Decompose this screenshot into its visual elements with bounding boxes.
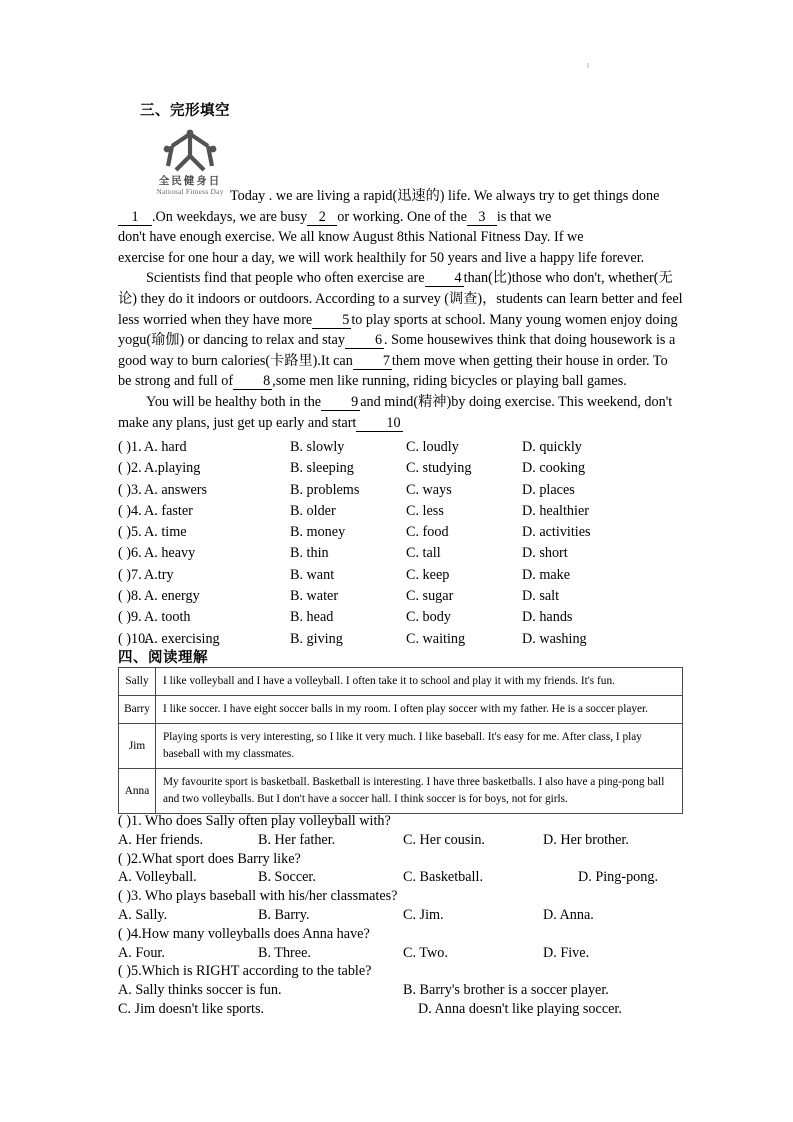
cloze-p1-line1: Today . we are living a rapid(迅速的) life. We always try to get things done — [230, 188, 660, 204]
question-choice-a[interactable]: A. Volleyball. — [118, 869, 197, 886]
option-choice-a[interactable]: A. time — [144, 524, 187, 541]
option-choice-c[interactable]: C. studying — [406, 460, 472, 477]
option-choice-d[interactable]: D. healthier — [522, 502, 589, 519]
question-options-row — [118, 1000, 688, 1019]
cloze-blank-6[interactable]: 6 — [345, 333, 384, 349]
option-choice-c[interactable]: C. tall — [406, 545, 441, 562]
option-choice-d[interactable]: D. salt — [522, 588, 560, 605]
cloze-options-list — [118, 437, 684, 650]
question-stem[interactable]: ( )1. Who does Sally often play volleyball with? — [118, 813, 391, 829]
cloze-blank-5[interactable]: 5 — [312, 313, 351, 329]
cloze-p1-line3: don't have enough exercise. We all know August 8this National Fitness Day. If we — [118, 229, 584, 246]
question-choice-b[interactable]: B. Soccer. — [258, 869, 316, 886]
cloze-paragraph-3 — [118, 392, 684, 433]
option-choice-b[interactable]: B. head — [290, 609, 334, 626]
option-stem[interactable]: ( )6. — [118, 545, 142, 562]
cloze-blank-10[interactable]: 10 — [356, 416, 402, 432]
option-choice-c[interactable]: C. keep — [406, 566, 450, 583]
question-stem[interactable]: ( )3. Who plays baseball with his/her classmates? — [118, 888, 398, 905]
question-stem-row — [118, 962, 688, 981]
option-choice-c[interactable]: C. food — [406, 524, 449, 541]
option-choice-b[interactable]: B. sleeping — [290, 460, 354, 477]
option-choice-a[interactable]: A. energy — [144, 588, 200, 605]
option-choice-c[interactable]: C. waiting — [406, 630, 466, 647]
option-choice-a[interactable]: A. heavy — [144, 545, 196, 562]
question-stem[interactable]: ( )5.Which is RIGHT according to the table? — [118, 963, 372, 980]
question-choice-d[interactable]: D. Anna doesn't like playing soccer. — [418, 1000, 622, 1017]
option-choice-d[interactable]: D. quickly — [522, 439, 582, 455]
question-choice-c[interactable]: C. Two. — [403, 944, 448, 961]
option-row — [118, 480, 684, 501]
question-stem[interactable]: ( )2.What sport does Barry like? — [118, 850, 301, 867]
option-choice-a[interactable]: A. tooth — [144, 609, 191, 626]
option-stem[interactable]: ( )10. — [118, 630, 149, 647]
question-choice-b[interactable]: B. Three. — [258, 944, 311, 961]
option-choice-b[interactable]: B. money — [290, 524, 346, 541]
question-choice-b[interactable]: B. Barry's brother is a soccer player. — [403, 982, 609, 999]
question-choice-b[interactable]: B. Barry. — [258, 906, 310, 923]
option-stem[interactable]: ( )7. — [118, 566, 142, 583]
table-cell-text: I like soccer. I have eight soccer balls in my room. I often play soccer with my father. He is a soccer player. — [156, 696, 683, 724]
option-choice-b[interactable]: B. problems — [290, 481, 360, 498]
question-stem-row — [118, 887, 688, 906]
logo-chinese-label: 全民健身日 — [158, 175, 222, 187]
question-options-row — [118, 868, 688, 887]
table-row — [119, 769, 683, 814]
cloze-p2-seg5: them move when getting their house in order. To be strong and full of — [118, 352, 668, 390]
option-row — [118, 543, 684, 564]
option-choice-c[interactable]: C. less — [406, 502, 444, 519]
option-choice-c[interactable]: C. loudly — [406, 439, 459, 455]
question-options-row — [118, 906, 688, 925]
cloze-p2-seg3: to play sports at school. Many young women enjoy doing yogu(瑜伽) or dancing to relax and stay — [118, 311, 678, 349]
table-cell-text: Playing sports is very interesting, so I like it very much. I like baseball. It's easy for me. After class, I play baseball with my classmates. — [156, 724, 683, 769]
question-choice-a[interactable]: A. Four. — [118, 944, 165, 961]
table-cell-text: My favourite sport is basketball. Basketball is interesting. I have three basketballs. I also have a ping-pong ball and two volleyballs. But I don't have a soccer hall. I think soccer is for boys, not for girls. — [156, 769, 683, 814]
cloze-p2-seg2: than(比)those who don't, whether(无论) they do it indoors or outdoors. According to a survey (调查)，students can learn better and feel less worried when they have more — [118, 270, 683, 328]
question-options-row — [118, 981, 688, 1000]
cloze-p2-seg1: Scientists find that people who often exercise are — [146, 270, 425, 287]
option-choice-c[interactable]: C. ways — [406, 481, 452, 498]
option-choice-d[interactable]: D. washing — [522, 630, 587, 647]
question-stem[interactable]: ( )4.How many volleyballs does Anna have? — [118, 925, 370, 942]
cloze-blank-3[interactable]: 3 — [467, 210, 497, 226]
question-choice-c[interactable]: C. Her cousin. — [403, 831, 485, 848]
option-choice-d[interactable]: D. short — [522, 545, 568, 562]
option-stem[interactable]: ( )9. — [118, 609, 142, 626]
cloze-p2-seg6: ,some men like running, riding bicycles or playing ball games. — [272, 373, 627, 390]
question-choice-d[interactable]: D. Anna. — [543, 906, 594, 923]
question-stem-row — [118, 850, 688, 869]
question-choice-d[interactable]: D. Her brother. — [543, 831, 629, 848]
question-options-row — [118, 944, 688, 963]
table-cell-name: Barry — [119, 696, 156, 724]
page-speck-mark — [587, 63, 589, 68]
option-choice-d[interactable]: D. hands — [522, 609, 573, 626]
cloze-p3-seg2: and mind(精神)by doing exercise. This weekend, don't make any plans, just get up early and start — [118, 393, 673, 431]
question-choice-c[interactable]: C. Jim. — [403, 906, 444, 923]
option-choice-a[interactable]: A. faster — [144, 502, 193, 519]
option-choice-b[interactable]: B. thin — [290, 545, 329, 562]
option-choice-a[interactable]: A.try — [144, 566, 174, 583]
table-cell-name: Sally — [119, 668, 156, 696]
cloze-blank-8[interactable]: 8 — [233, 374, 272, 390]
table-row — [119, 696, 683, 724]
question-choice-a[interactable]: A. Her friends. — [118, 831, 204, 848]
option-stem[interactable]: ( )4. — [118, 502, 142, 519]
option-choice-b[interactable]: B. giving — [290, 630, 343, 647]
cloze-paragraph-1 — [118, 186, 684, 268]
option-choice-c[interactable]: C. sugar — [406, 588, 454, 605]
question-stem-row — [118, 925, 688, 944]
cloze-passage — [118, 186, 684, 433]
question-choice-b[interactable]: B. Her father. — [258, 831, 336, 848]
cloze-paragraph-2 — [118, 268, 684, 392]
logo-english-label: National Fitness Day — [156, 187, 224, 196]
option-choice-d[interactable]: D. cooking — [522, 460, 586, 477]
question-choice-a[interactable]: A. Sally. — [118, 906, 168, 923]
reading-passage-table — [118, 667, 683, 814]
option-row — [118, 586, 684, 607]
table-row — [119, 668, 683, 696]
cloze-p2-seg4: . Some housewives think that doing housework is a good way to burn calories(卡路里).It can — [118, 332, 676, 369]
cloze-p1-seg2: or working. One of the — [337, 208, 467, 225]
cloze-blank-7[interactable]: 7 — [353, 354, 392, 370]
cloze-blank-1[interactable]: 1 — [118, 210, 152, 226]
option-row — [118, 501, 684, 522]
option-choice-d[interactable]: D. make — [522, 566, 571, 583]
option-choice-a[interactable]: A. hard — [144, 439, 187, 455]
table-cell-name: Jim — [119, 724, 156, 769]
section-heading-reading: 四、阅读理解 — [118, 650, 208, 666]
cloze-blank-9[interactable]: 9 — [321, 395, 360, 411]
option-choice-b[interactable]: B. water — [290, 588, 339, 605]
option-choice-a[interactable]: A. exercising — [144, 630, 220, 647]
option-choice-d[interactable]: D. places — [522, 481, 575, 498]
option-row — [118, 607, 684, 628]
option-choice-b[interactable]: B. slowly — [290, 439, 345, 455]
option-stem[interactable]: ( )3. — [118, 481, 142, 498]
question-choice-d[interactable]: D. Five. — [543, 944, 590, 961]
cloze-p3-seg1: You will be healthy both in the — [146, 393, 322, 410]
table-cell-text: I like volleyball and I have a volleyball. I often take it to school and play it with my friends. It's fun. — [156, 668, 683, 696]
cloze-p1-seg1: .On weekdays, we are busy — [152, 208, 308, 225]
option-row — [118, 437, 684, 458]
cloze-p1-seg3: is that we — [496, 208, 552, 225]
table-row — [119, 724, 683, 769]
table-cell-name: Anna — [119, 769, 156, 814]
option-choice-d[interactable]: D. activities — [522, 524, 591, 541]
option-stem[interactable]: ( )5. — [118, 524, 142, 541]
section-heading-cloze: 三、完形填空 — [140, 103, 230, 119]
fitness-figure-icon — [148, 126, 232, 176]
option-choice-b[interactable]: B. want — [290, 566, 335, 583]
option-choice-b[interactable]: B. older — [290, 502, 336, 519]
reading-questions-list — [118, 812, 688, 1019]
question-stem-row — [118, 812, 688, 831]
question-choice-c[interactable]: C. Basketball. — [403, 869, 483, 886]
question-options-row — [118, 831, 688, 850]
option-stem[interactable]: ( )2. — [118, 460, 142, 477]
option-choice-c[interactable]: C. body — [406, 609, 451, 626]
option-row — [118, 522, 684, 543]
question-choice-a[interactable]: A. Sally thinks soccer is fun. — [118, 982, 282, 999]
question-choice-c[interactable]: C. Jim doesn't like sports. — [118, 1000, 265, 1017]
option-row — [118, 565, 684, 586]
option-choice-a[interactable]: A.playing — [144, 460, 201, 477]
option-stem[interactable]: ( )1. — [118, 439, 142, 455]
cloze-blank-2[interactable]: 2 — [307, 210, 337, 226]
question-choice-d[interactable]: D. Ping-pong. — [578, 869, 659, 886]
cloze-blank-4[interactable]: 4 — [425, 271, 464, 287]
cloze-p1-line4: exercise for one hour a day, we will work healthily for 50 years and live a happy life forever. — [118, 249, 645, 266]
option-row — [118, 458, 684, 479]
option-choice-a[interactable]: A. answers — [144, 481, 208, 498]
option-stem[interactable]: ( )8. — [118, 588, 142, 605]
